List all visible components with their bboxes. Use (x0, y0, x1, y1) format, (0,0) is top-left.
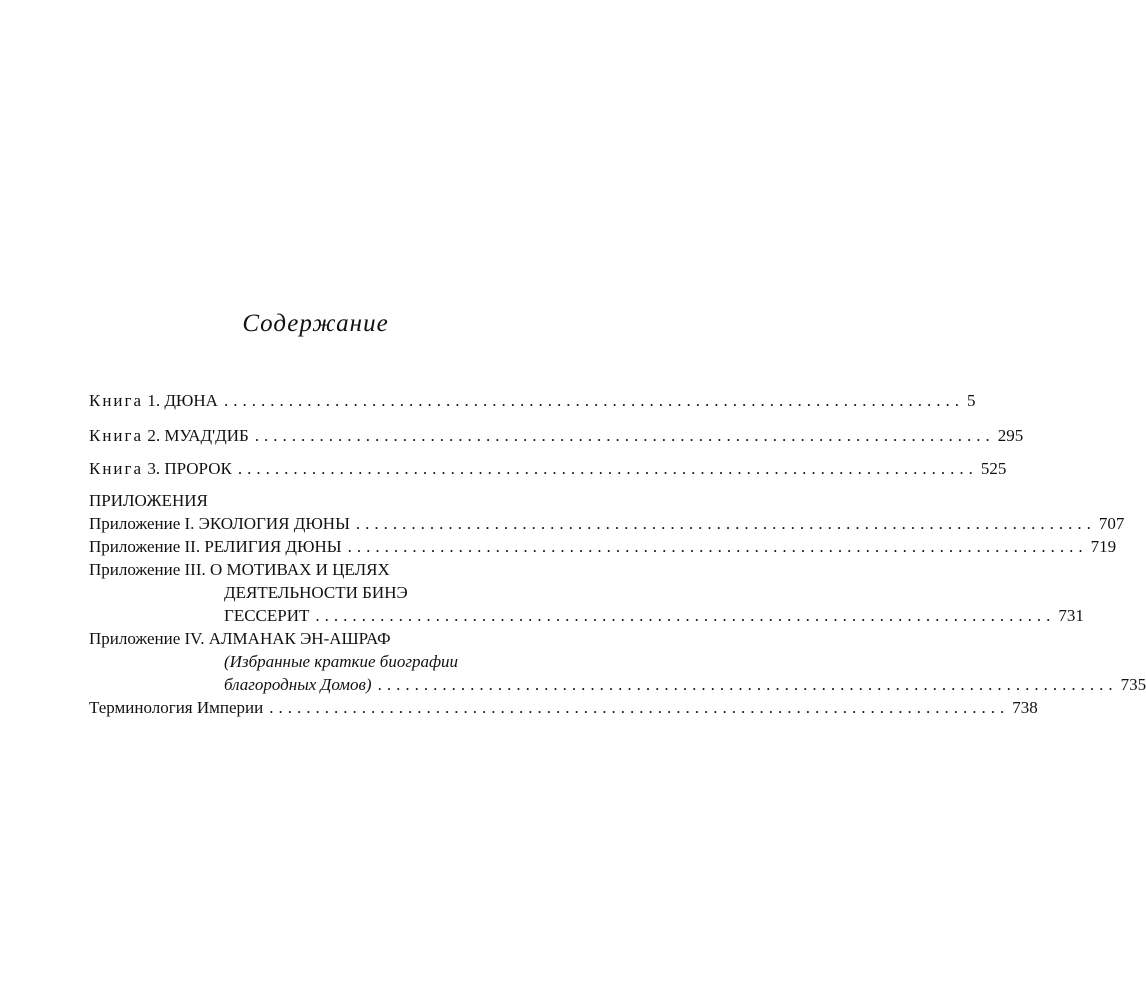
toc-page-number: 525 (980, 459, 1007, 478)
toc-page-number: 731 (1058, 606, 1084, 625)
toc-entry-appendix-3[interactable] (89, 605, 1084, 627)
toc-leader-dots: ................................................................................ (377, 675, 1118, 694)
toc-entry-book-1[interactable] (89, 390, 976, 412)
toc-page-number: 707 (1098, 514, 1125, 533)
toc-title: Содержание (242, 310, 389, 337)
toc-page-number: 719 (1090, 537, 1117, 556)
toc-entry-terminology[interactable] (89, 697, 1038, 719)
toc-entry-label: Терминология Империи (89, 698, 264, 717)
toc-leader-dots: ................................................................................ (254, 426, 995, 445)
toc-entry-label: Книга 1. ДЮНА (89, 391, 218, 410)
toc-entry-label: ГЕССЕРИТ (224, 606, 310, 625)
toc-entry-label: Приложение II. РЕЛИГИЯ ДЮНЫ (89, 537, 342, 556)
toc-entry-label: Книга 2. МУАД'ДИБ (89, 426, 249, 445)
toc-leader-dots: ................................................................................ (355, 514, 1096, 533)
toc-page-number: 738 (1012, 698, 1038, 717)
appendices-heading: ПРИЛОЖЕНИЯ (89, 491, 208, 510)
toc-entry-appendix-4-line-1[interactable]: Приложение IV. АЛМАНАК ЭН-АШРАФ (89, 629, 391, 648)
toc-leader-dots: ................................................................................ (237, 459, 978, 478)
toc-entry-appendix-2[interactable] (89, 536, 1117, 558)
toc-leader-dots: ................................................................................ (315, 606, 1056, 625)
toc-page-number: 295 (997, 426, 1024, 445)
toc-entry-appendix-3-line-2[interactable]: ДЕЯТЕЛЬНОСТИ БИНЭ (224, 583, 408, 602)
toc-page-number: 5 (966, 391, 976, 410)
toc-entry-label: Приложение I. ЭКОЛОГИЯ ДЮНЫ (89, 514, 350, 533)
toc-entry-book-3[interactable] (89, 458, 1007, 480)
toc-leader-dots: ................................................................................ (269, 698, 1010, 717)
toc-entry-appendix-1[interactable] (89, 513, 1125, 535)
toc-entry-label: благородных Домов) (224, 675, 372, 694)
toc-entry-appendix-3-line-1[interactable]: Приложение III. О МОТИВАХ И ЦЕЛЯХ (89, 560, 390, 579)
toc-entry-label: Книга 3. ПРОРОК (89, 459, 232, 478)
toc-entry-book-2[interactable] (89, 425, 1024, 447)
toc-page-number: 735 (1120, 675, 1146, 694)
toc-entry-appendix-4-line-2[interactable]: (Избранные краткие биографии (224, 652, 459, 671)
toc-leader-dots: ................................................................................ (223, 391, 964, 410)
toc-leader-dots: ................................................................................ (347, 537, 1088, 556)
toc-entry-appendix-4[interactable] (89, 674, 1146, 696)
